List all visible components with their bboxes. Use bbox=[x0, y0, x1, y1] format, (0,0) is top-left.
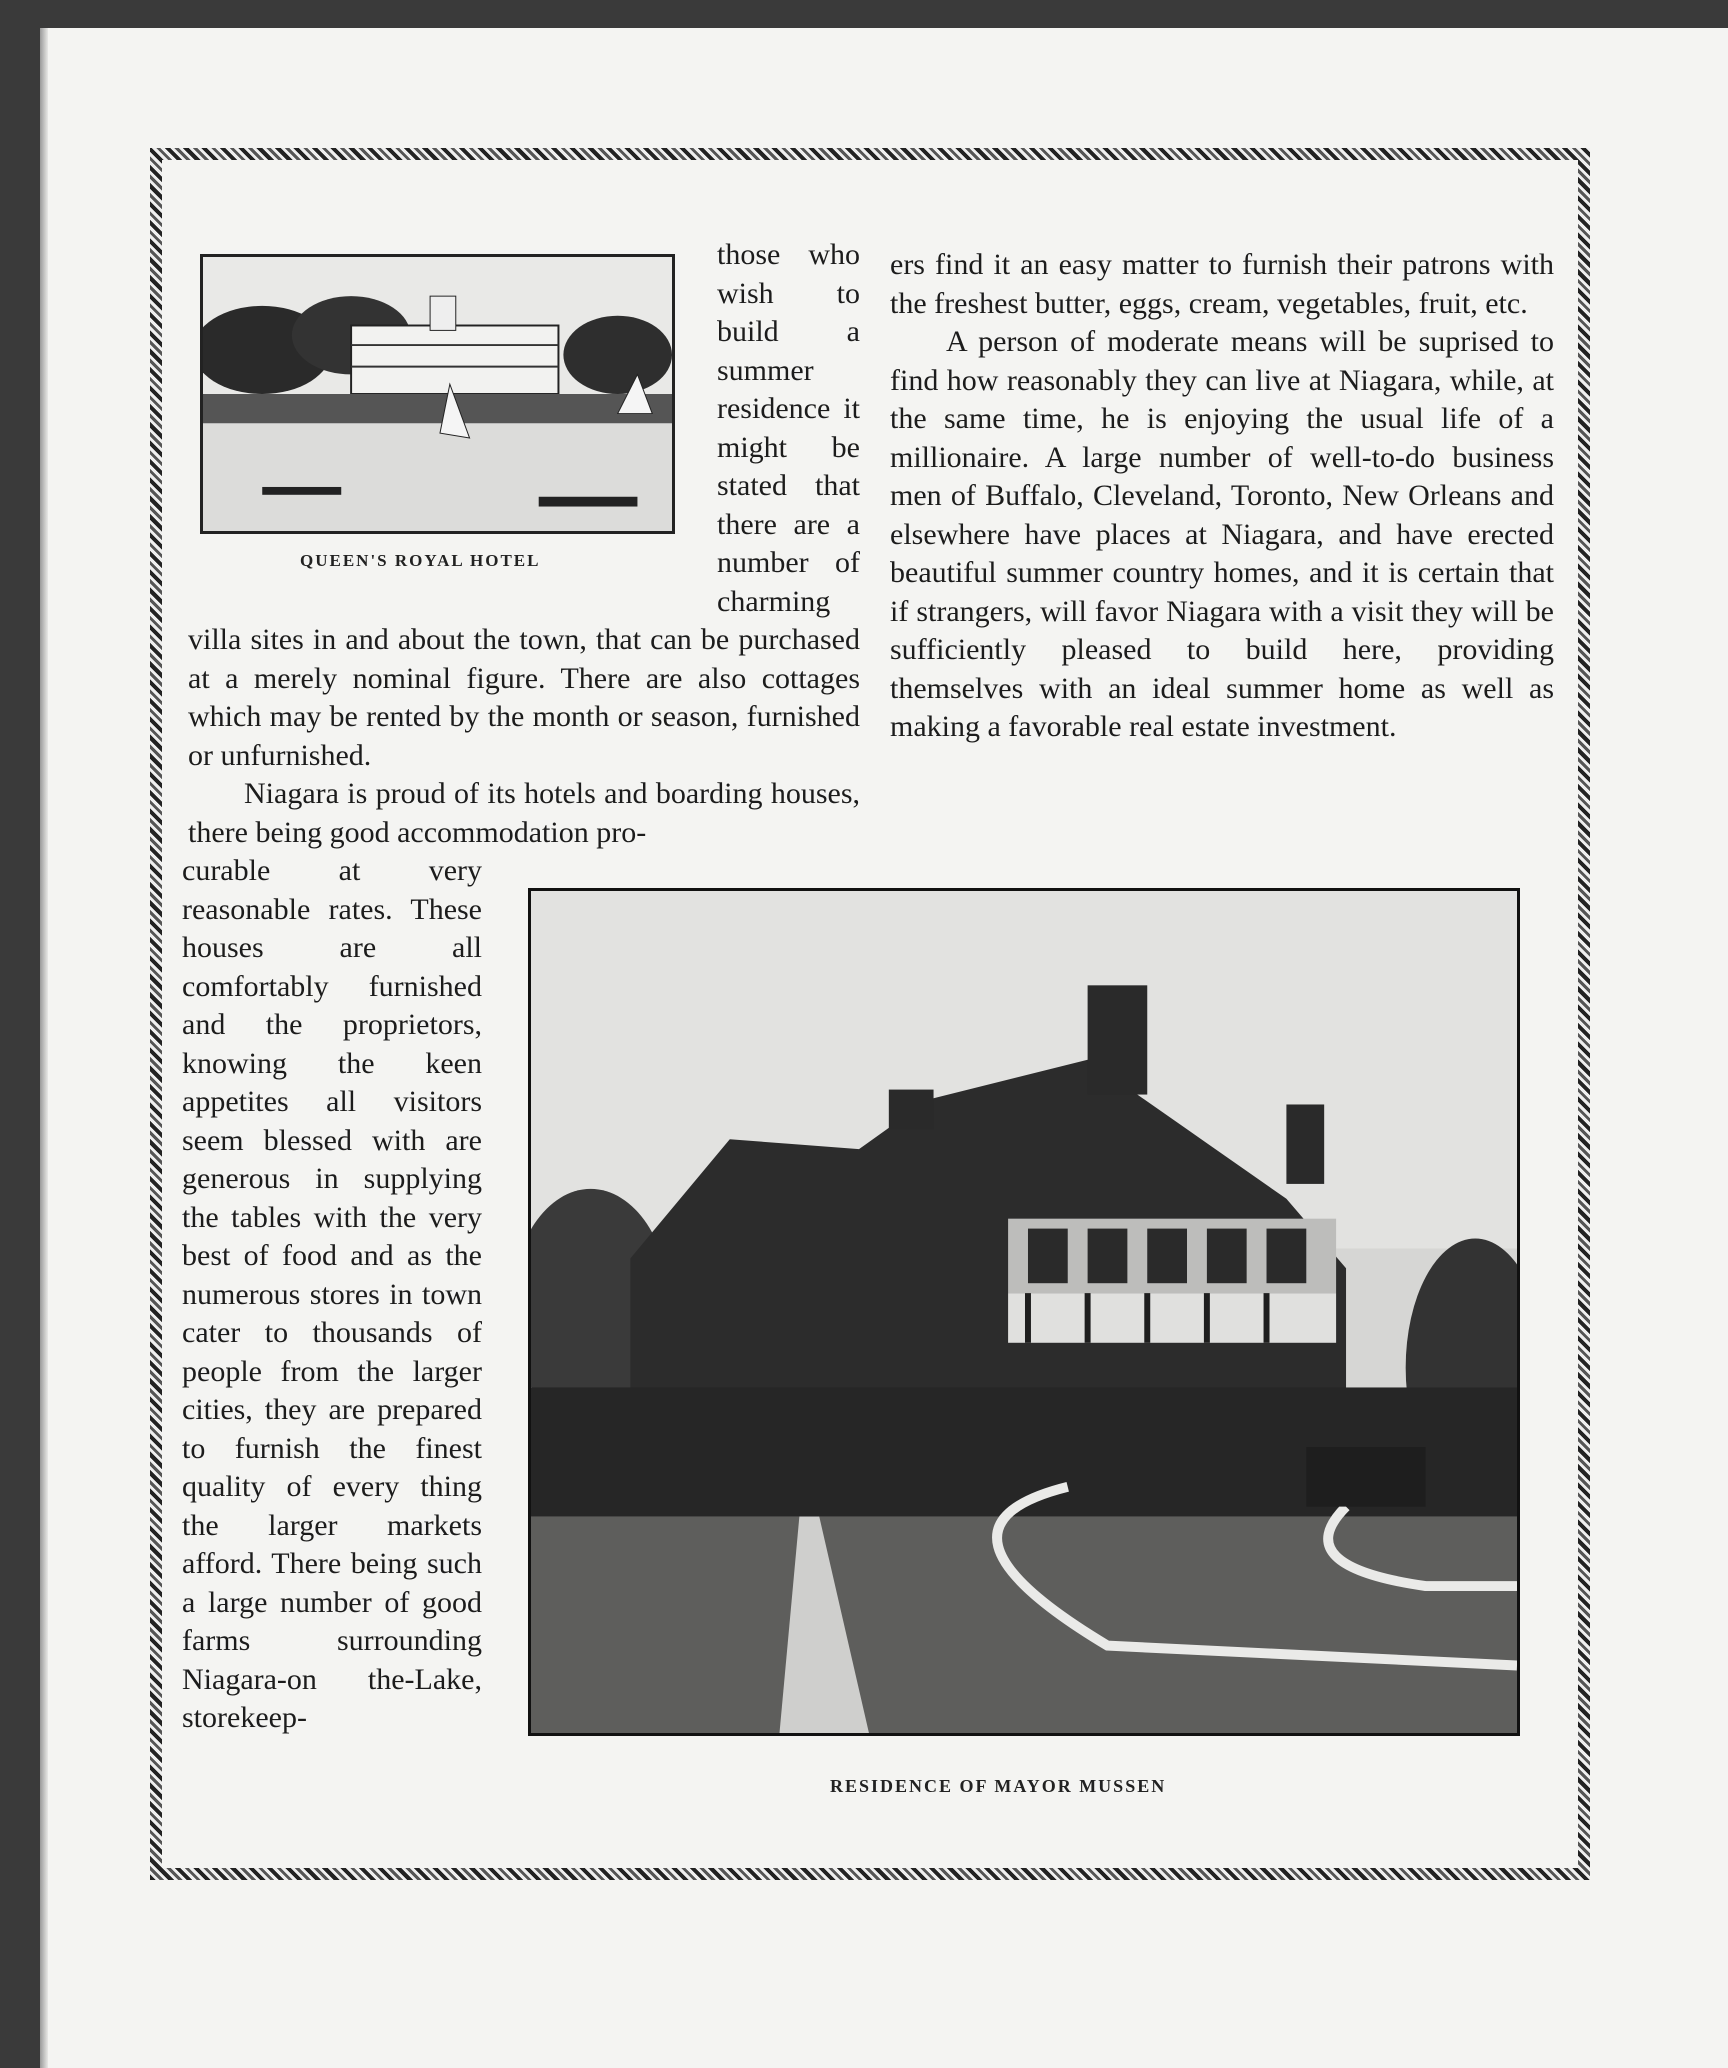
residence-photograph bbox=[528, 888, 1520, 1736]
left-para-1: those who wish to build a summer residence it might be stated that there are a number of charming villa sites in and about the town, that can be purchased at a merely nominal figure. There are also cottages which may be rented by the month or season, furnished or unfurnished. bbox=[188, 238, 860, 772]
right-para-2: A person of moderate means will be suprised to find how reasonably they can live at Niagara, while, at the same time, he is enjoying the usual life of a millionaire. A large number of well-to-do business men of Buffalo, Cleveland, Toronto, New Orleans and elsewhere have places at Niagara, and have erected beautiful summer country homes, and it is certain that if strangers, will favor Niagara with a visit they will be sufficiently pleased to build here, providing themselves with an ideal summer home as well as making a favorable real estate investment. bbox=[890, 325, 1554, 743]
residence-caption: RESIDENCE OF MAYOR MUSSEN bbox=[830, 1776, 1167, 1796]
left-para-2-top: Niagara is proud of its hotels and boarding houses, there being good accommodation pro- bbox=[188, 777, 860, 849]
page-binding-edge bbox=[40, 28, 48, 2068]
left-column-bottom-text bbox=[182, 852, 482, 1738]
right-column-text bbox=[890, 246, 1554, 747]
hotel-caption: QUEEN'S ROYAL HOTEL bbox=[300, 551, 541, 570]
left-column-top-text bbox=[188, 236, 860, 852]
hotel-image-float-spacer bbox=[188, 254, 683, 588]
left-para-2-bottom: curable at very reasonable rates. These houses are all comfortably furnished and the proprietors, knowing the keen appetites all visitors seem blessed with are generous in supplying the tables with the very best of food and as the numerous stores in town cater to thousands of people from the larger cities, they are prepared to furnish the finest quality of every thing the larger markets afford. There being such a large number of good farms surrounding Niagara-on the-Lake, storekeep- bbox=[182, 854, 482, 1734]
right-para-1: ers find it an easy matter to furnish their patrons with the freshest butter, eggs, cream, vegetables, fruit, etc. bbox=[890, 248, 1554, 320]
